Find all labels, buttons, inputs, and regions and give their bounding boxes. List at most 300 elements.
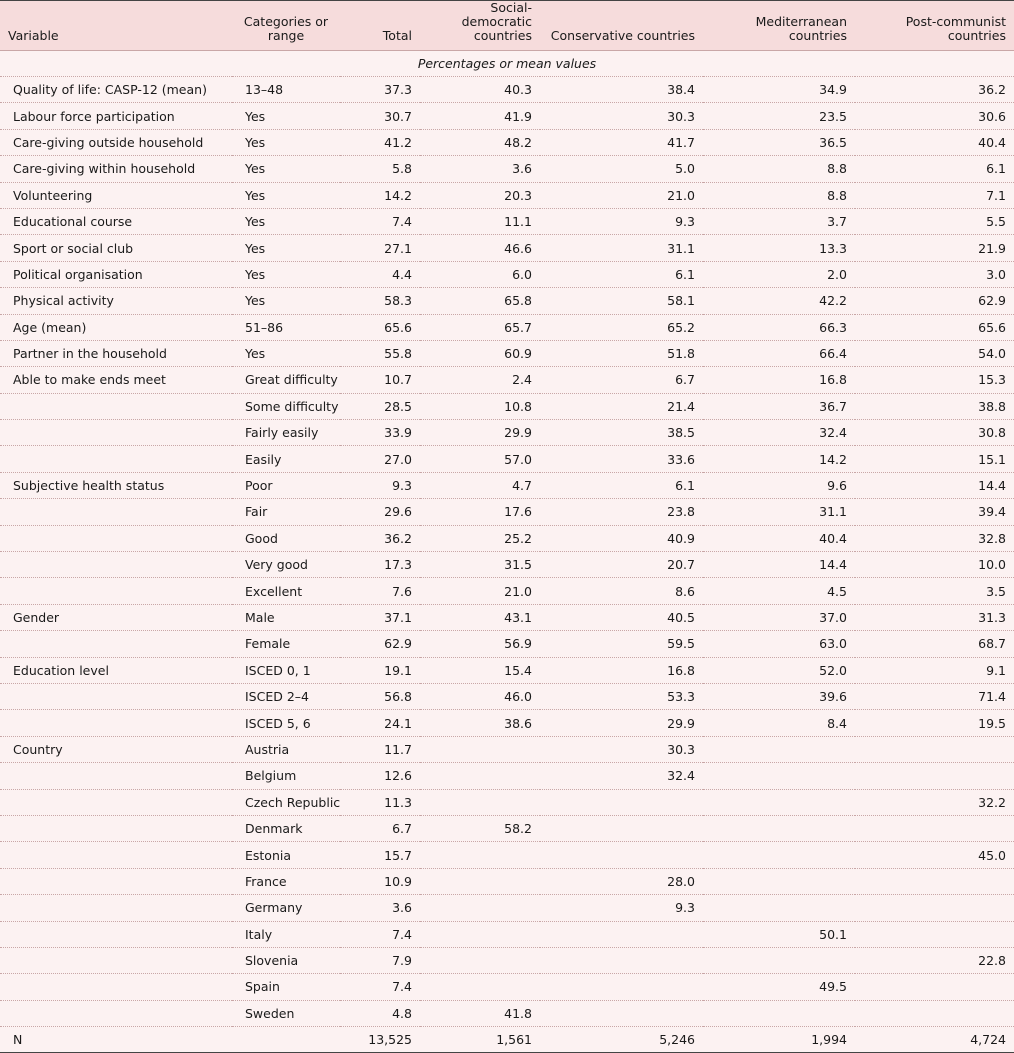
social-democratic-cell	[420, 763, 540, 789]
mediterranean-cell: 37.0	[703, 604, 855, 630]
category-cell: Yes	[232, 288, 340, 314]
conservative-cell: 38.4	[540, 77, 703, 103]
table-row	[0, 156, 1014, 182]
total-cell: 58.3	[340, 288, 420, 314]
variable-cell	[0, 789, 232, 815]
category-cell: Spain	[232, 974, 340, 1000]
category-cell: 13–48	[232, 77, 340, 103]
table-row	[0, 77, 1014, 103]
total-cell: 28.5	[340, 393, 420, 419]
total-cell: 7.9	[340, 947, 420, 973]
total-cell: 7.6	[340, 578, 420, 604]
category-cell: Italy	[232, 921, 340, 947]
social-democratic-cell	[420, 947, 540, 973]
post-communist-cell	[855, 1000, 1014, 1026]
category-cell: Yes	[232, 129, 340, 155]
conservative-cell: 28.0	[540, 868, 703, 894]
mediterranean-cell	[703, 868, 855, 894]
table-row	[0, 261, 1014, 287]
total-cell: 9.3	[340, 472, 420, 498]
table-row	[0, 947, 1014, 973]
header-category: Categories or range	[232, 1, 340, 51]
social-democratic-cell	[420, 895, 540, 921]
table-row	[0, 103, 1014, 129]
mediterranean-cell: 2.0	[703, 261, 855, 287]
total-cell: 27.0	[340, 446, 420, 472]
conservative-cell: 21.4	[540, 393, 703, 419]
table-row	[0, 657, 1014, 683]
table-row	[0, 895, 1014, 921]
total-cell: 29.6	[340, 499, 420, 525]
conservative-cell	[540, 1000, 703, 1026]
conservative-cell: 9.3	[540, 208, 703, 234]
conservative-cell: 65.2	[540, 314, 703, 340]
conservative-cell: 31.1	[540, 235, 703, 261]
table-row	[0, 525, 1014, 551]
category-cell: Male	[232, 604, 340, 630]
mediterranean-cell: 31.1	[703, 499, 855, 525]
variable-cell: Age (mean)	[0, 314, 232, 340]
mediterranean-cell: 50.1	[703, 921, 855, 947]
total-cell: 65.6	[340, 314, 420, 340]
variable-cell: Care-giving within household	[0, 156, 232, 182]
header-variable: Variable	[0, 1, 232, 51]
conservative-cell: 21.0	[540, 182, 703, 208]
conservative-cell: 6.1	[540, 261, 703, 287]
category-cell: ISCED 2–4	[232, 683, 340, 709]
total-cell: 33.9	[340, 420, 420, 446]
mediterranean-cell: 3.7	[703, 208, 855, 234]
conservative-cell: 51.8	[540, 340, 703, 366]
category-cell: Good	[232, 525, 340, 551]
mediterranean-cell: 1,994	[703, 1027, 855, 1053]
total-cell: 41.2	[340, 129, 420, 155]
post-communist-cell: 30.8	[855, 420, 1014, 446]
category-cell: Poor	[232, 472, 340, 498]
conservative-cell: 6.7	[540, 367, 703, 393]
header-conservative: Conservative countries	[540, 1, 703, 51]
variable-cell	[0, 895, 232, 921]
social-democratic-cell: 20.3	[420, 182, 540, 208]
variable-cell	[0, 710, 232, 736]
social-democratic-cell: 46.0	[420, 683, 540, 709]
table-row	[0, 631, 1014, 657]
post-communist-cell	[855, 921, 1014, 947]
header-post-communist: Post-communist countries	[855, 1, 1014, 51]
table-body	[0, 77, 1014, 1053]
header-social-democratic: Social-democratic countries	[420, 1, 540, 51]
table-header	[0, 1, 1014, 77]
social-democratic-cell	[420, 974, 540, 1000]
conservative-cell: 20.7	[540, 552, 703, 578]
table-row	[0, 1000, 1014, 1026]
category-cell: 51–86	[232, 314, 340, 340]
post-communist-cell: 32.8	[855, 525, 1014, 551]
post-communist-cell	[855, 868, 1014, 894]
post-communist-cell: 9.1	[855, 657, 1014, 683]
mediterranean-cell	[703, 1000, 855, 1026]
mediterranean-cell: 8.4	[703, 710, 855, 736]
post-communist-cell	[855, 895, 1014, 921]
mediterranean-cell: 42.2	[703, 288, 855, 314]
table-row	[0, 578, 1014, 604]
table-row	[0, 208, 1014, 234]
category-cell: Sweden	[232, 1000, 340, 1026]
social-democratic-cell: 58.2	[420, 815, 540, 841]
variable-cell: Education level	[0, 657, 232, 683]
conservative-cell: 5,246	[540, 1027, 703, 1053]
social-democratic-cell	[420, 789, 540, 815]
total-cell: 27.1	[340, 235, 420, 261]
post-communist-cell: 38.8	[855, 393, 1014, 419]
category-cell: Fairly easily	[232, 420, 340, 446]
variable-cell	[0, 446, 232, 472]
variable-cell	[0, 842, 232, 868]
variable-cell: Labour force participation	[0, 103, 232, 129]
post-communist-cell	[855, 736, 1014, 762]
table-row	[0, 736, 1014, 762]
social-democratic-cell: 6.0	[420, 261, 540, 287]
mediterranean-cell: 13.3	[703, 235, 855, 261]
conservative-cell: 53.3	[540, 683, 703, 709]
total-cell: 7.4	[340, 921, 420, 947]
total-cell: 7.4	[340, 208, 420, 234]
header-total: Total	[340, 1, 420, 51]
conservative-cell: 38.5	[540, 420, 703, 446]
table-row	[0, 604, 1014, 630]
variable-cell: Quality of life: CASP-12 (mean)	[0, 77, 232, 103]
post-communist-cell	[855, 815, 1014, 841]
total-cell: 4.4	[340, 261, 420, 287]
post-communist-cell: 19.5	[855, 710, 1014, 736]
mediterranean-cell: 32.4	[703, 420, 855, 446]
social-democratic-cell: 57.0	[420, 446, 540, 472]
conservative-cell: 32.4	[540, 763, 703, 789]
variable-cell: Gender	[0, 604, 232, 630]
post-communist-cell: 6.1	[855, 156, 1014, 182]
post-communist-cell: 15.1	[855, 446, 1014, 472]
mediterranean-cell: 23.5	[703, 103, 855, 129]
conservative-cell: 58.1	[540, 288, 703, 314]
post-communist-cell: 14.4	[855, 472, 1014, 498]
category-cell: Some difficulty	[232, 393, 340, 419]
conservative-cell: 5.0	[540, 156, 703, 182]
post-communist-cell: 32.2	[855, 789, 1014, 815]
table-row	[0, 472, 1014, 498]
variable-cell	[0, 683, 232, 709]
variable-cell	[0, 947, 232, 973]
category-cell: Yes	[232, 261, 340, 287]
total-cell: 14.2	[340, 182, 420, 208]
variable-cell: Sport or social club	[0, 235, 232, 261]
total-cell: 36.2	[340, 525, 420, 551]
mediterranean-cell: 34.9	[703, 77, 855, 103]
table-row	[0, 499, 1014, 525]
social-democratic-cell	[420, 921, 540, 947]
social-democratic-cell: 25.2	[420, 525, 540, 551]
mediterranean-cell: 16.8	[703, 367, 855, 393]
conservative-cell: 23.8	[540, 499, 703, 525]
total-cell: 30.7	[340, 103, 420, 129]
table-row	[0, 420, 1014, 446]
post-communist-cell: 65.6	[855, 314, 1014, 340]
total-cell: 62.9	[340, 631, 420, 657]
table-row	[0, 235, 1014, 261]
variable-cell	[0, 393, 232, 419]
total-cell: 10.9	[340, 868, 420, 894]
total-cell: 10.7	[340, 367, 420, 393]
social-democratic-cell: 56.9	[420, 631, 540, 657]
conservative-cell: 29.9	[540, 710, 703, 736]
conservative-cell: 6.1	[540, 472, 703, 498]
category-cell: Yes	[232, 182, 340, 208]
post-communist-cell: 39.4	[855, 499, 1014, 525]
category-cell: Excellent	[232, 578, 340, 604]
table-row	[0, 789, 1014, 815]
variable-cell	[0, 525, 232, 551]
conservative-cell	[540, 921, 703, 947]
table-row	[0, 1027, 1014, 1053]
conservative-cell: 59.5	[540, 631, 703, 657]
variable-cell: Volunteering	[0, 182, 232, 208]
mediterranean-cell	[703, 947, 855, 973]
table-row	[0, 552, 1014, 578]
total-cell: 24.1	[340, 710, 420, 736]
mediterranean-cell: 8.8	[703, 156, 855, 182]
table-row	[0, 763, 1014, 789]
social-democratic-cell: 48.2	[420, 129, 540, 155]
social-democratic-cell: 41.8	[420, 1000, 540, 1026]
mediterranean-cell: 14.4	[703, 552, 855, 578]
conservative-cell: 40.5	[540, 604, 703, 630]
conservative-cell: 9.3	[540, 895, 703, 921]
conservative-cell	[540, 947, 703, 973]
mediterranean-cell	[703, 815, 855, 841]
conservative-cell: 33.6	[540, 446, 703, 472]
total-cell: 5.8	[340, 156, 420, 182]
conservative-cell: 30.3	[540, 736, 703, 762]
post-communist-cell: 3.5	[855, 578, 1014, 604]
post-communist-cell: 54.0	[855, 340, 1014, 366]
table-row	[0, 288, 1014, 314]
mediterranean-cell: 66.4	[703, 340, 855, 366]
conservative-cell: 30.3	[540, 103, 703, 129]
table-row	[0, 683, 1014, 709]
variable-cell: Physical activity	[0, 288, 232, 314]
social-democratic-cell: 17.6	[420, 499, 540, 525]
post-communist-cell: 21.9	[855, 235, 1014, 261]
table-row	[0, 868, 1014, 894]
social-democratic-cell: 65.7	[420, 314, 540, 340]
variable-cell: Able to make ends meet	[0, 367, 232, 393]
post-communist-cell	[855, 763, 1014, 789]
social-democratic-cell	[420, 842, 540, 868]
mediterranean-cell: 14.2	[703, 446, 855, 472]
category-cell: Easily	[232, 446, 340, 472]
social-democratic-cell: 31.5	[420, 552, 540, 578]
category-cell: Czech Republic	[232, 789, 340, 815]
category-cell: Fair	[232, 499, 340, 525]
post-communist-cell	[855, 974, 1014, 1000]
mediterranean-cell: 63.0	[703, 631, 855, 657]
variable-cell	[0, 868, 232, 894]
conservative-cell: 40.9	[540, 525, 703, 551]
table-row	[0, 815, 1014, 841]
mediterranean-cell: 39.6	[703, 683, 855, 709]
variable-cell	[0, 420, 232, 446]
category-cell: ISCED 5, 6	[232, 710, 340, 736]
social-democratic-cell: 1,561	[420, 1027, 540, 1053]
total-cell: 7.4	[340, 974, 420, 1000]
post-communist-cell: 71.4	[855, 683, 1014, 709]
social-democratic-cell: 65.8	[420, 288, 540, 314]
social-democratic-cell: 21.0	[420, 578, 540, 604]
header-mediterranean: Mediterranean countries	[703, 1, 855, 51]
conservative-cell	[540, 789, 703, 815]
mediterranean-cell: 66.3	[703, 314, 855, 340]
table-row	[0, 446, 1014, 472]
category-cell: Germany	[232, 895, 340, 921]
conservative-cell: 41.7	[540, 129, 703, 155]
category-cell: ISCED 0, 1	[232, 657, 340, 683]
category-cell: Austria	[232, 736, 340, 762]
mediterranean-cell: 4.5	[703, 578, 855, 604]
variable-cell	[0, 499, 232, 525]
variable-cell: N	[0, 1027, 232, 1053]
post-communist-cell: 10.0	[855, 552, 1014, 578]
conservative-cell: 16.8	[540, 657, 703, 683]
unit-note: Percentages or mean values	[0, 51, 1014, 77]
post-communist-cell: 31.3	[855, 604, 1014, 630]
variable-cell	[0, 921, 232, 947]
table-row	[0, 710, 1014, 736]
variable-cell: Partner in the household	[0, 340, 232, 366]
category-cell: Yes	[232, 235, 340, 261]
table-row	[0, 921, 1014, 947]
total-cell: 3.6	[340, 895, 420, 921]
total-cell: 6.7	[340, 815, 420, 841]
table-row	[0, 182, 1014, 208]
mediterranean-cell: 8.8	[703, 182, 855, 208]
category-cell: Estonia	[232, 842, 340, 868]
total-cell: 17.3	[340, 552, 420, 578]
social-democratic-cell: 38.6	[420, 710, 540, 736]
mediterranean-cell: 36.5	[703, 129, 855, 155]
variable-cell: Care-giving outside household	[0, 129, 232, 155]
variable-cell	[0, 763, 232, 789]
social-democratic-cell: 11.1	[420, 208, 540, 234]
mediterranean-cell: 52.0	[703, 657, 855, 683]
table-row	[0, 340, 1014, 366]
social-democratic-cell: 46.6	[420, 235, 540, 261]
category-cell: Yes	[232, 103, 340, 129]
category-cell: Very good	[232, 552, 340, 578]
mediterranean-cell	[703, 763, 855, 789]
social-democratic-cell: 2.4	[420, 367, 540, 393]
category-cell: Yes	[232, 340, 340, 366]
social-democratic-cell: 15.4	[420, 657, 540, 683]
post-communist-cell: 62.9	[855, 288, 1014, 314]
conservative-cell	[540, 815, 703, 841]
category-cell: Yes	[232, 156, 340, 182]
category-cell: Slovenia	[232, 947, 340, 973]
variable-cell	[0, 1000, 232, 1026]
table-row	[0, 974, 1014, 1000]
social-democratic-cell: 60.9	[420, 340, 540, 366]
category-cell	[232, 1027, 340, 1053]
post-communist-cell: 30.6	[855, 103, 1014, 129]
category-cell: Yes	[232, 208, 340, 234]
mediterranean-cell: 36.7	[703, 393, 855, 419]
post-communist-cell: 45.0	[855, 842, 1014, 868]
variable-cell	[0, 815, 232, 841]
social-democratic-cell	[420, 868, 540, 894]
variable-cell: Country	[0, 736, 232, 762]
social-democratic-cell: 4.7	[420, 472, 540, 498]
variable-cell	[0, 552, 232, 578]
social-democratic-cell: 40.3	[420, 77, 540, 103]
social-democratic-cell: 10.8	[420, 393, 540, 419]
mediterranean-cell	[703, 895, 855, 921]
variable-cell	[0, 578, 232, 604]
social-democratic-cell: 43.1	[420, 604, 540, 630]
total-cell: 19.1	[340, 657, 420, 683]
table-row	[0, 367, 1014, 393]
total-cell: 11.7	[340, 736, 420, 762]
post-communist-cell: 4,724	[855, 1027, 1014, 1053]
post-communist-cell: 22.8	[855, 947, 1014, 973]
table-row	[0, 314, 1014, 340]
mediterranean-cell: 40.4	[703, 525, 855, 551]
total-cell: 56.8	[340, 683, 420, 709]
conservative-cell	[540, 974, 703, 1000]
total-cell: 15.7	[340, 842, 420, 868]
total-cell: 4.8	[340, 1000, 420, 1026]
variable-cell: Political organisation	[0, 261, 232, 287]
table-row	[0, 129, 1014, 155]
table-row	[0, 842, 1014, 868]
social-democratic-cell: 3.6	[420, 156, 540, 182]
category-cell: France	[232, 868, 340, 894]
variable-cell	[0, 974, 232, 1000]
post-communist-cell: 7.1	[855, 182, 1014, 208]
post-communist-cell: 5.5	[855, 208, 1014, 234]
total-cell: 55.8	[340, 340, 420, 366]
conservative-cell: 8.6	[540, 578, 703, 604]
category-cell: Denmark	[232, 815, 340, 841]
post-communist-cell: 36.2	[855, 77, 1014, 103]
mediterranean-cell	[703, 789, 855, 815]
total-cell: 11.3	[340, 789, 420, 815]
category-cell: Belgium	[232, 763, 340, 789]
mediterranean-cell: 49.5	[703, 974, 855, 1000]
post-communist-cell: 3.0	[855, 261, 1014, 287]
category-cell: Great difficulty	[232, 367, 340, 393]
variable-cell: Educational course	[0, 208, 232, 234]
total-cell: 13,525	[340, 1027, 420, 1053]
post-communist-cell: 68.7	[855, 631, 1014, 657]
variable-cell	[0, 631, 232, 657]
mediterranean-cell	[703, 842, 855, 868]
post-communist-cell: 15.3	[855, 367, 1014, 393]
variable-cell: Subjective health status	[0, 472, 232, 498]
social-democratic-cell: 41.9	[420, 103, 540, 129]
post-communist-cell: 40.4	[855, 129, 1014, 155]
total-cell: 37.1	[340, 604, 420, 630]
mediterranean-cell: 9.6	[703, 472, 855, 498]
conservative-cell	[540, 842, 703, 868]
category-cell: Female	[232, 631, 340, 657]
